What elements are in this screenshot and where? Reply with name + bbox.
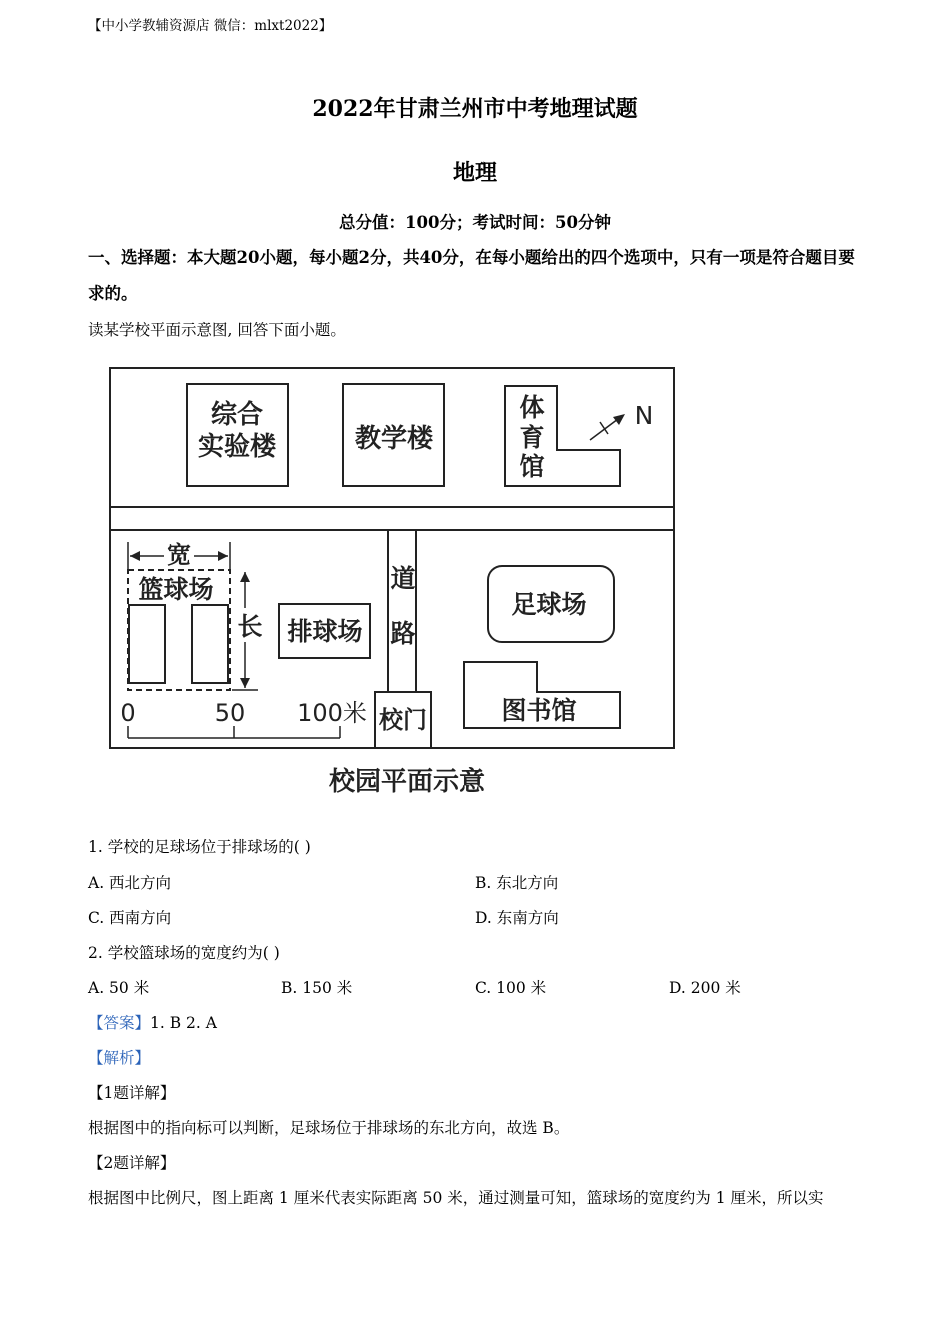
detail1-text: 根据图中的指向标可以判断，足球场位于排球场的东北方向，故选 B。	[88, 1119, 570, 1137]
q2-option-d: D. 200 米	[669, 979, 741, 997]
section-title: 一、选择题：本大题20小题，每小题2分，共40分，在每小题给出的四个选项中，只有一项是符合题目要求的。	[88, 248, 855, 303]
scale-0: 0	[120, 699, 136, 727]
basketball-half-right	[192, 605, 228, 683]
campus-map	[100, 360, 690, 800]
teaching-label: 教学楼	[354, 424, 434, 454]
analysis-label: 【解析】	[88, 1049, 151, 1067]
football-label: 足球场	[511, 590, 587, 619]
detail2-text: 根据图中比例尺，图上距离 1 厘米代表实际距离 50 米，通过测量可知，篮球场的宽度约为 1 厘米，所以实	[88, 1189, 824, 1207]
gym-label-1: 体	[519, 393, 545, 422]
volleyball-label: 排球场	[287, 617, 363, 646]
scale-50: 50	[214, 699, 246, 727]
north-label: N	[634, 401, 654, 430]
q1-option-d: D. 东南方向	[475, 909, 559, 927]
lab-label-1: 综合	[210, 400, 264, 430]
scale-100: 100米	[297, 699, 367, 727]
q2-option-c: C. 100 米	[475, 979, 547, 997]
q1-option-a: A. 西北方向	[88, 874, 172, 892]
basketball-half-left	[129, 605, 165, 683]
answer-line	[88, 1011, 217, 1033]
basketball-label: 篮球场	[138, 575, 214, 604]
road-label-2: 路	[390, 619, 416, 648]
gym-label-3: 馆	[519, 452, 545, 481]
q1-option-c: C. 西南方向	[88, 909, 172, 927]
q1-stem: 1. 学校的足球场位于排球场的( )	[88, 838, 311, 856]
answer-label: 【答案】	[88, 1014, 151, 1032]
subject-title: 地理	[452, 160, 497, 186]
q2-option-a: A. 50 米	[88, 979, 150, 997]
width-label: 宽	[167, 541, 191, 569]
gym-label-2: 育	[519, 423, 545, 452]
score-time: 总分值：100分；考试时间：50分钟	[339, 213, 611, 232]
library-label: 图书馆	[501, 696, 577, 725]
q1-option-b: B. 东北方向	[475, 874, 559, 892]
lab-label-2: 实验楼	[197, 432, 277, 462]
answer-text: 1. B 2. A	[150, 1014, 217, 1032]
page-header: 【中小学教辅资源店 微信：mlxt2022】	[88, 18, 333, 34]
q2-option-b: B. 150 米	[281, 979, 353, 997]
detail1-label: 【1题详解】	[88, 1084, 176, 1102]
exam-title: 2022年甘肃兰州市中考地理试题	[312, 96, 638, 122]
detail2-label: 【2题详解】	[88, 1154, 176, 1172]
length-label: 长	[237, 612, 263, 641]
road-label-1: 道	[390, 564, 416, 593]
q2-stem: 2. 学校篮球场的宽度约为( )	[88, 944, 280, 962]
gate-label: 校门	[379, 706, 427, 734]
intro-text: 读某学校平面示意图, 回答下面小题。	[88, 321, 346, 339]
map-caption: 校园平面示意	[328, 767, 486, 797]
